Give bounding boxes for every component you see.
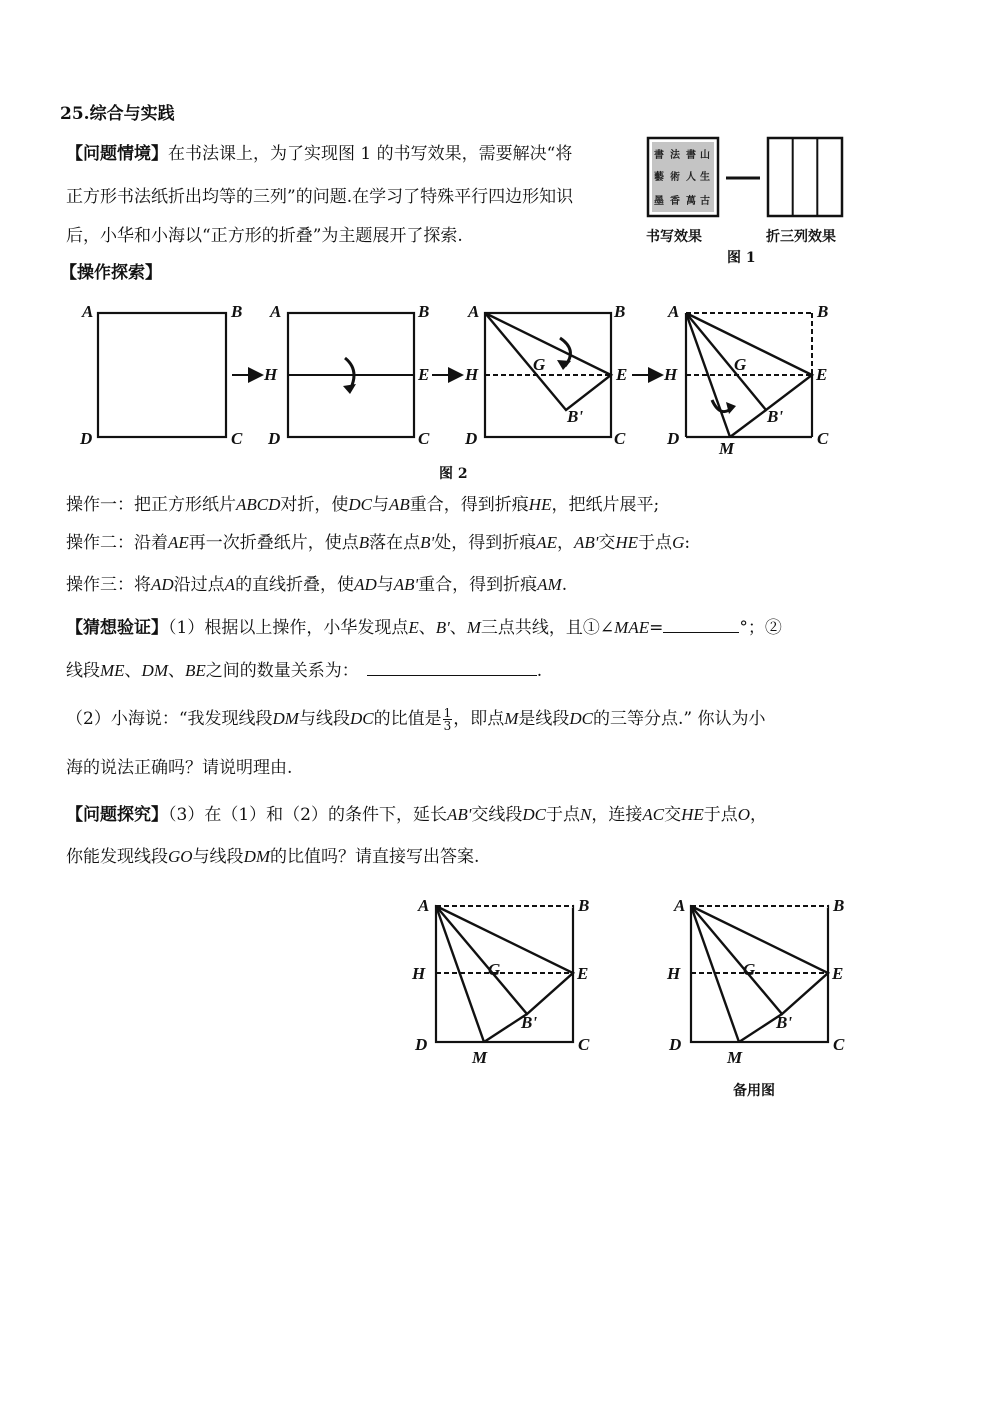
calli-char-6: 人 xyxy=(686,172,696,183)
fig2-square-2 xyxy=(263,302,430,448)
fig2-4-label-D: D xyxy=(667,429,680,448)
op3-text-e: 重合，得到折痕 xyxy=(418,575,538,595)
q3-text-c: 交线段 xyxy=(471,805,523,825)
question-2-line-1 xyxy=(66,707,766,732)
op2-var-b1: B' xyxy=(420,533,435,552)
fig2-2-label-B: B xyxy=(418,302,430,321)
op2-text-b: 再一次折叠纸片，使点 xyxy=(188,533,359,553)
op1-text-b: 对折，使 xyxy=(280,495,349,515)
q1-var-m: M xyxy=(466,618,481,637)
q2-text-h: 是线段 xyxy=(518,709,570,729)
figure-3 xyxy=(0,885,992,1085)
op3-text-a: 操作三：将 xyxy=(66,575,151,595)
op1-text-a: 操作一：把正方形纸片 xyxy=(66,495,236,515)
fig2-3-label-E: E xyxy=(616,365,628,384)
fig2-4-label-E: E xyxy=(816,365,828,384)
intro-line-2: 正方形书法纸折出均等的三列”的问题.在学习了特殊平行四边形知识 xyxy=(66,187,574,207)
q3-text-r: 的比值吗？请直接写出答案. xyxy=(270,847,480,867)
intro-line-1 xyxy=(66,143,572,165)
fig3-label-C: C xyxy=(578,1035,590,1054)
fig2-3-label-D: D xyxy=(465,429,478,448)
fig2-3-label-C: C xyxy=(614,429,626,448)
q3-var-go: GO xyxy=(168,847,193,866)
spare-label-G: G xyxy=(743,960,756,979)
q3-text-m: ， xyxy=(750,805,768,825)
fraction-denominator: 3 xyxy=(443,719,452,733)
q3-var-he: HE xyxy=(681,805,704,824)
op3-var-am: AM xyxy=(537,575,562,594)
op2-text-e: ， xyxy=(556,533,574,553)
figure-1-label: 图 1 xyxy=(727,250,756,266)
fig2-3-label-H: H xyxy=(465,365,479,384)
q1-text-o: 、 xyxy=(168,661,185,681)
spare-label-H: H xyxy=(667,964,681,983)
op3-text-b: 沿过点 xyxy=(173,575,225,595)
fig2-2-label-H: H xyxy=(264,365,278,384)
op3-var-ad: AD xyxy=(151,575,174,594)
fraction-numerator: 1 xyxy=(443,706,452,720)
op2-var-g: G xyxy=(672,533,685,552)
operation-2 xyxy=(66,532,690,554)
situation-tag: 【问题情境】 xyxy=(66,144,168,164)
figure-2 xyxy=(0,290,992,470)
q1-text-r: . xyxy=(536,661,543,681)
question-1-line-2 xyxy=(66,659,542,682)
q3-text-e: 于点 xyxy=(545,805,580,825)
fig2-4-label-B1: B' xyxy=(767,407,784,426)
op3-var-ab1: AB' xyxy=(393,575,419,594)
fig2-4-label-H: H xyxy=(664,365,678,384)
fig2-2-label-C: C xyxy=(418,429,430,448)
op1-text-d: 重合，得到折痕 xyxy=(409,495,529,515)
relation-answer-blank[interactable] xyxy=(367,659,537,676)
q3-text-a: （3）在（1）和（2）的条件下，延长 xyxy=(168,805,447,825)
op2-var-ae: AE xyxy=(168,533,189,552)
three-column-square xyxy=(768,138,842,216)
fig3-label-B: B xyxy=(578,896,590,915)
op1-var-dc: DC xyxy=(348,495,373,514)
q3-var-n: N xyxy=(579,805,592,824)
spare-figure-label: 备用图 xyxy=(733,1083,775,1099)
q1-text-e: 、 xyxy=(449,618,467,638)
q1-text-c: 、 xyxy=(418,618,436,638)
fig2-3-label-B: B xyxy=(614,302,626,321)
calli-char-2: 書 xyxy=(686,150,696,161)
op1-var-abcd: ABCD xyxy=(236,495,281,514)
fig3-label-D: D xyxy=(415,1035,428,1054)
calli-char-1: 法 xyxy=(670,150,680,161)
calli-char-7: 生 xyxy=(700,172,710,183)
calli-char-9: 香 xyxy=(670,196,680,207)
fig3-label-G: G xyxy=(488,960,501,979)
fig2-1-label-D: D xyxy=(80,429,93,448)
fig2-3-label-G: G xyxy=(533,355,546,374)
fig2-square-3 xyxy=(464,302,627,448)
op3-text-c: 的直线折叠，使 xyxy=(235,575,355,595)
fig3-spare xyxy=(666,896,845,1067)
q3-text-p: 与线段 xyxy=(192,847,244,867)
angle-answer-blank[interactable] xyxy=(663,616,739,633)
q2-text-f: ，即点 xyxy=(453,709,505,729)
op2-text-a: 操作二：沿着 xyxy=(66,533,168,553)
fig2-1-label-A: A xyxy=(82,302,94,321)
calli-char-4: 藝 xyxy=(654,172,664,183)
calli-char-5: 術 xyxy=(670,172,680,183)
op2-text-d: 处，得到折痕 xyxy=(434,533,537,553)
op2-text-f: 交 xyxy=(598,533,616,553)
q3-text-i: 交 xyxy=(664,805,682,825)
calli-char-8: 墨 xyxy=(654,196,664,207)
q1-text-j: °；② xyxy=(739,618,782,638)
fig3-label-B1: B' xyxy=(521,1013,538,1032)
fig3-label-M: M xyxy=(472,1048,488,1067)
op2-var-b: B xyxy=(358,533,370,552)
op1-text-e: ，把纸片展平; xyxy=(551,495,660,515)
question-3-line-1 xyxy=(66,804,767,826)
q3-var-o: O xyxy=(737,805,751,824)
spare-label-M: M xyxy=(727,1048,743,1067)
q2-text-c: 与线段 xyxy=(298,709,350,729)
q2-var-dc: DC xyxy=(349,709,374,728)
q1-text-g: 三点共线，且①∠ xyxy=(480,618,615,638)
fig2-2-label-E: E xyxy=(418,365,430,384)
question-3-line-2 xyxy=(66,846,479,868)
fig2-2-label-A: A xyxy=(270,302,282,321)
question-1-line-1 xyxy=(66,616,782,639)
operation-1 xyxy=(66,494,659,516)
q1-var-be: BE xyxy=(185,661,206,680)
q2-text-j: 的三等分点.” 你认为小 xyxy=(593,709,766,729)
fig3-label-H: H xyxy=(412,964,426,983)
q3-text-n: 你能发现线段 xyxy=(66,847,168,867)
q2-var-m: M xyxy=(504,709,519,728)
intro-text-1: 在书法课上，为了实现图 1 的书写效果，需要解决“将 xyxy=(168,144,573,164)
op2-text-c: 落在点 xyxy=(369,533,421,553)
fig2-3-label-B1: B' xyxy=(567,407,584,426)
spare-label-B1: B' xyxy=(776,1013,793,1032)
question-2-line-2: 海的说法正确吗？请说明理由. xyxy=(66,758,293,778)
figure-2-label: 图 2 xyxy=(439,466,468,482)
q1-var-b1: B' xyxy=(435,618,450,637)
q2-text-e: 的比值是 xyxy=(373,709,442,729)
op2-text-h: : xyxy=(684,533,691,553)
fig2-square-1 xyxy=(79,302,243,448)
q1-var-mae: MAE xyxy=(614,618,650,637)
op3-text-f: . xyxy=(561,575,568,595)
explore-question-tag: 【问题探究】 xyxy=(66,805,168,825)
q3-var-ab1: AB' xyxy=(446,805,472,824)
q1-var-me: ME xyxy=(100,661,125,680)
operation-3 xyxy=(66,574,567,596)
fig2-4-label-A: A xyxy=(668,302,680,321)
q3-text-k: 于点 xyxy=(703,805,738,825)
intro-line-3: 后，小华和小海以“正方形的折叠”为主题展开了探索. xyxy=(66,226,463,246)
figure-1-right-caption: 折三列效果 xyxy=(766,229,836,245)
op1-var-he: HE xyxy=(528,495,552,514)
figure-1-left-caption: 书写效果 xyxy=(646,229,702,245)
op1-text-c: 与 xyxy=(372,495,390,515)
calli-char-0: 書 xyxy=(654,150,664,161)
q3-var-dm: DM xyxy=(243,847,271,866)
op2-text-g: 于点 xyxy=(638,533,673,553)
problem-title: 25.综合与实践 xyxy=(60,104,175,124)
op3-var-a: A xyxy=(224,575,236,594)
spare-label-D: D xyxy=(669,1035,682,1054)
calli-char-3: 山 xyxy=(700,150,710,161)
fig2-3-label-A: A xyxy=(468,302,480,321)
explore-tag: 【操作探索】 xyxy=(60,263,162,283)
fig2-4-label-B: B xyxy=(817,302,829,321)
q1-text-q: 之间的数量关系为： xyxy=(205,661,359,681)
op3-text-d: 与 xyxy=(376,575,394,595)
fig2-2-label-D: D xyxy=(268,429,281,448)
calli-char-10: 萬 xyxy=(686,196,696,207)
fraction-one-third xyxy=(443,707,453,732)
calli-char-11: 古 xyxy=(700,196,710,207)
fig2-1-label-B: B xyxy=(231,302,243,321)
fig2-4-label-G: G xyxy=(734,355,747,374)
verify-tag: 【猜想验证】 xyxy=(66,618,168,638)
calligraphy-square xyxy=(648,138,718,216)
q3-var-dc: DC xyxy=(522,805,546,824)
q3-text-g: ，连接 xyxy=(591,805,643,825)
fig2-4-label-M: M xyxy=(719,439,735,458)
q2-var-dc-2: DC xyxy=(569,709,594,728)
spare-label-B: B xyxy=(833,896,845,915)
fig2-1-label-C: C xyxy=(231,429,243,448)
op1-var-ab: AB xyxy=(389,495,410,514)
op3-var-ad-2: AD xyxy=(354,575,377,594)
q2-var-dm: DM xyxy=(272,709,299,728)
spare-label-E: E xyxy=(832,964,844,983)
q1-text-a: （1）根据以上操作，小华发现点 xyxy=(168,618,409,638)
op2-var-ae-2: AE xyxy=(536,533,557,552)
spare-label-C: C xyxy=(833,1035,845,1054)
fig3-label-A: A xyxy=(418,896,430,915)
fig3-main xyxy=(411,896,590,1067)
q1-text-i: = xyxy=(649,618,664,638)
q3-var-ac: AC xyxy=(642,805,665,824)
op2-var-he: HE xyxy=(615,533,639,552)
spare-label-A: A xyxy=(674,896,686,915)
q1-text-m: 、 xyxy=(124,661,142,681)
q1-var-e: E xyxy=(408,618,419,637)
fig3-label-E: E xyxy=(577,964,589,983)
op2-var-ab1: AB' xyxy=(573,533,599,552)
q1-var-dm: DM xyxy=(141,661,168,680)
q2-text-a: （2）小海说：“我发现线段 xyxy=(66,709,273,729)
fig2-square-4 xyxy=(663,302,829,458)
fig2-4-label-C: C xyxy=(817,429,829,448)
q1-text-k: 线段 xyxy=(66,661,100,681)
